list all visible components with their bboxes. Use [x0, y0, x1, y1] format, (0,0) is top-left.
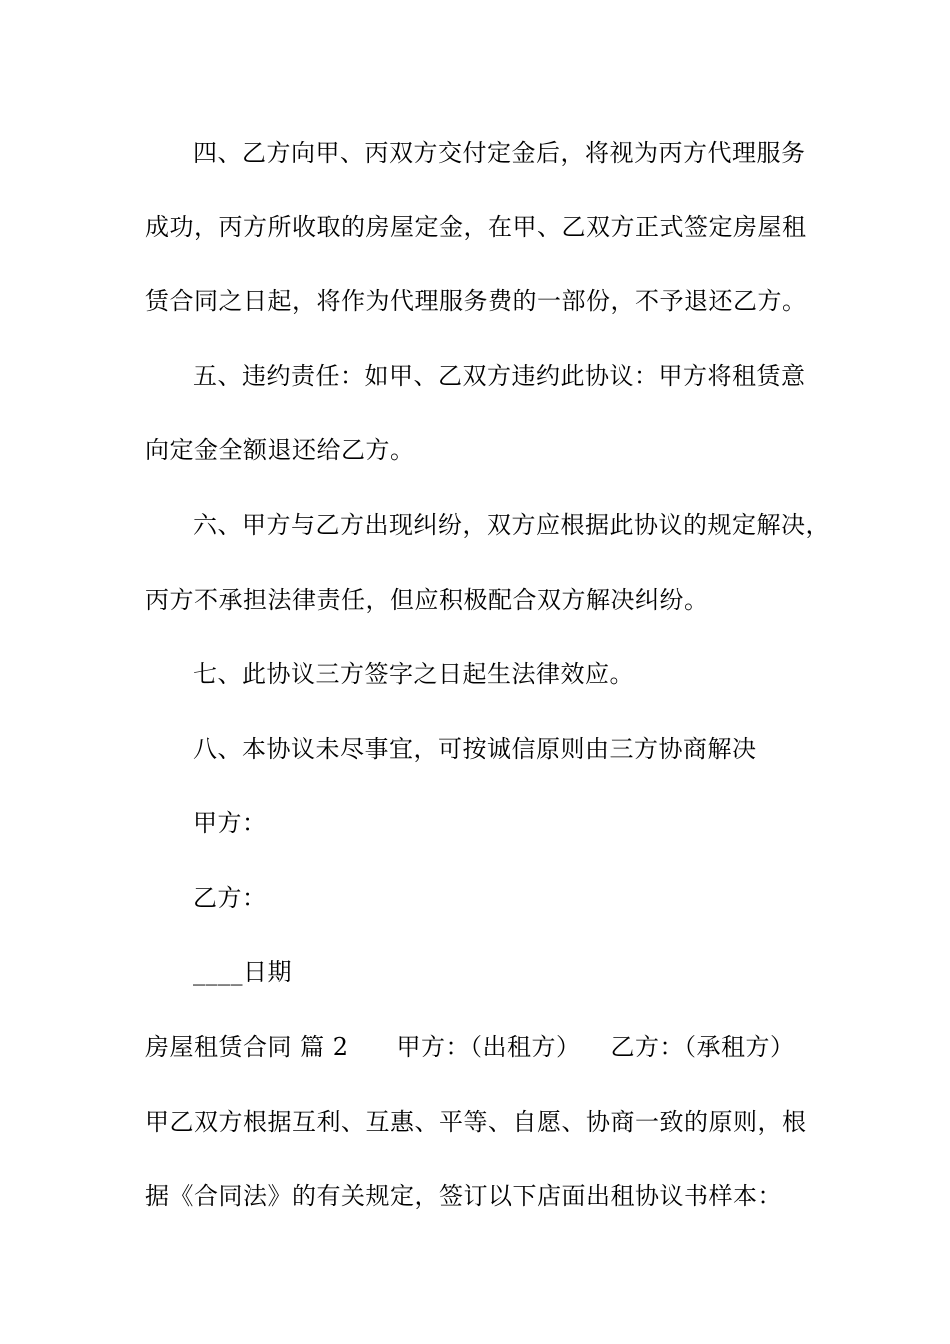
- signature-date: ____日期: [193, 958, 292, 986]
- clause-5-line-1: 五、违约责任：如甲、乙双方违约此协议：甲方将租赁意: [193, 362, 806, 390]
- signature-party-a: 甲方：: [193, 809, 267, 837]
- contract-heading-row: [145, 1032, 795, 1062]
- intro-line-1: 甲乙双方根据互利、互惠、平等、自愿、协商一致的原则，根: [145, 1108, 807, 1136]
- clause-4-line-3: 赁合同之日起，将作为代理服务费的一部份，不予退还乙方。: [145, 287, 807, 315]
- clause-4-line-2: 成功，丙方所收取的房屋定金，在甲、乙双方正式签定房屋租: [145, 213, 807, 241]
- heading-party-a: 甲方：（出租方）: [396, 1033, 581, 1061]
- clause-7: 七、此协议三方签字之日起生法律效应。: [193, 660, 634, 688]
- contract-title: 房屋租赁合同 篇 2: [145, 1033, 349, 1061]
- clause-5-line-2: 向定金全额退还给乙方。: [145, 436, 415, 464]
- clause-6-line-1: 六、甲方与乙方出现纠纷，双方应根据此协议的规定解决，: [193, 511, 830, 539]
- signature-party-b: 乙方：: [193, 884, 267, 912]
- clause-8: 八、本协议未尽事宜，可按诚信原则由三方协商解决: [193, 735, 757, 763]
- intro-line-2: 据《合同法》的有关规定，签订以下店面出租协议书样本：: [145, 1182, 782, 1210]
- heading-party-b: 乙方：（承租方）: [610, 1033, 795, 1061]
- clause-4-line-1: 四、乙方向甲、丙双方交付定金后，将视为丙方代理服务: [193, 139, 806, 167]
- clause-6-line-2: 丙方不承担法律责任，但应积极配合双方解决纠纷。: [145, 586, 709, 614]
